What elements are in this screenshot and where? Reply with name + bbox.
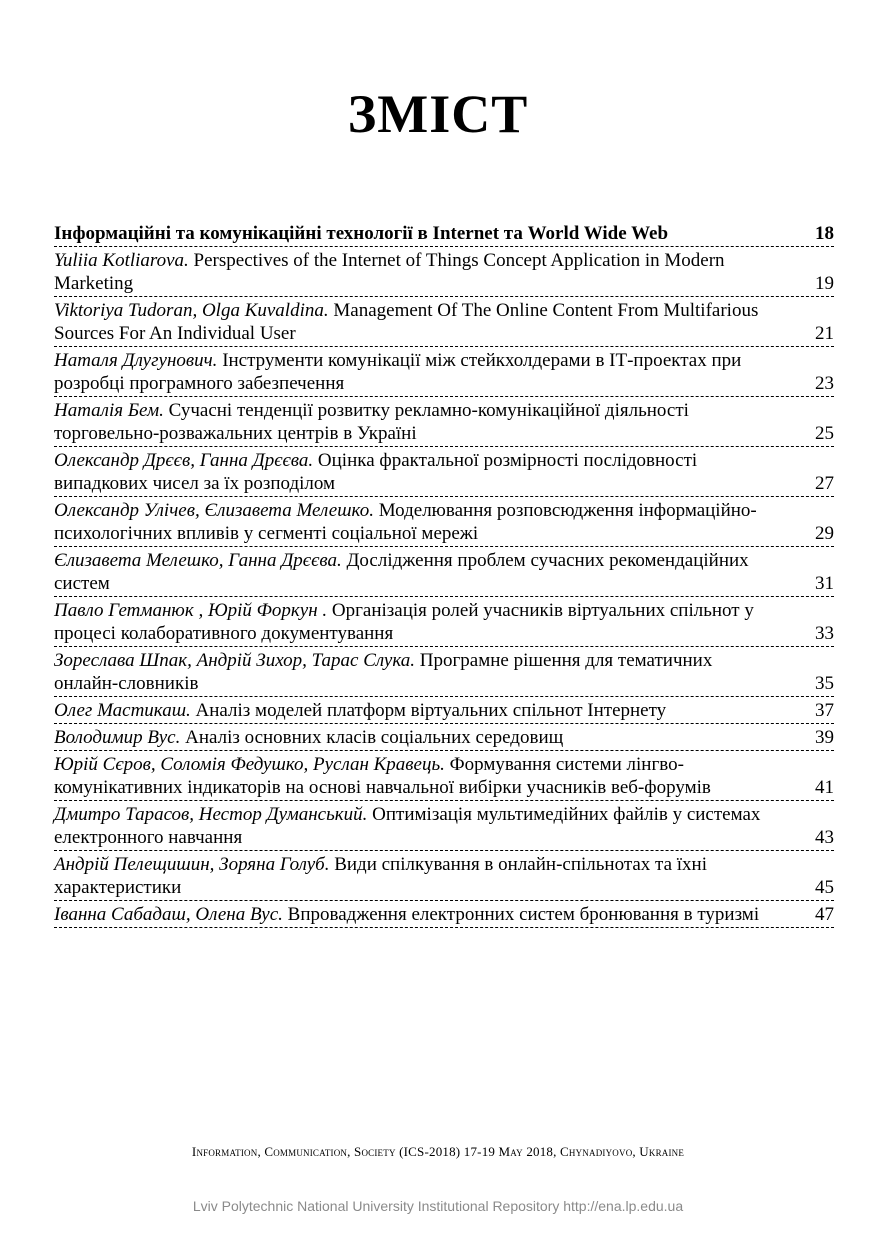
entry-authors: Олександр Дрєєв, Ганна Дрєєва. xyxy=(54,450,314,471)
entry-authors: Іванна Сабадаш, Олена Вус. xyxy=(54,904,283,925)
entry-text xyxy=(54,549,804,595)
page-number: 43 xyxy=(815,827,834,848)
entry-text xyxy=(54,599,804,645)
entry-authors: Павло Гетманюк , Юрій Форкун . xyxy=(54,600,328,621)
toc-entry xyxy=(54,801,834,851)
page-number: 45 xyxy=(815,877,834,898)
toc-entry xyxy=(54,901,834,928)
toc-entry xyxy=(54,697,834,724)
conference-footer: Information, Communication, Society (ICS-2018) 17-19 May 2018, Chynadiyovo, Ukraine xyxy=(191,1144,685,1159)
entry-text xyxy=(54,499,804,545)
toc-entry xyxy=(54,347,834,397)
entry-authors: Дмитро Тарасов, Нестор Думанський. xyxy=(54,804,368,825)
entry-title: Дослідження проблем сучасних рекомендаційних систем xyxy=(54,550,749,594)
page-title: ЗМІСТ xyxy=(347,84,529,144)
page-number: 31 xyxy=(815,573,834,594)
page-number: 41 xyxy=(815,777,834,798)
entry-title: Види спілкування в онлайн-спільнотах та їхні характеристики xyxy=(54,854,708,898)
section-title: Інформаційні та комунікаційні технології в Internet та World Wide Web xyxy=(54,223,669,244)
page-number: 18 xyxy=(815,223,834,244)
entry-text xyxy=(54,753,804,799)
entry-title: Моделювання розповсюдження інформаційно-психологічних впливів у сегменті соціальної мережі xyxy=(54,500,757,544)
entry-text xyxy=(54,349,804,395)
entry-authors: Yuliia Kotliarova. xyxy=(54,250,189,271)
toc-entry xyxy=(54,597,834,647)
entry-title: Аналіз моделей платформ віртуальних спільнот Інтернету xyxy=(195,700,667,721)
entry-title: Оптимізація мультимедійних файлів у системах електронного навчання xyxy=(54,804,761,848)
entry-authors: Зореслава Шпак, Андрій Зихор, Тарас Слука. xyxy=(54,650,416,671)
page-number: 35 xyxy=(815,673,834,694)
entry-authors: Володимир Вус. xyxy=(54,727,181,748)
toc-entry xyxy=(54,647,834,697)
entry-title: Аналіз основних класів соціальних середовищ xyxy=(185,727,564,748)
entry-authors: Олександр Улічев, Єлизавета Мелешко. xyxy=(54,500,374,521)
entry-text xyxy=(54,649,804,695)
page-number: 47 xyxy=(815,904,834,925)
entry-text xyxy=(54,449,804,495)
toc-entry xyxy=(54,397,834,447)
page-number: 37 xyxy=(815,700,834,721)
entry-text xyxy=(54,803,804,849)
page-number: 21 xyxy=(815,323,834,344)
toc-entry xyxy=(54,297,834,347)
entry-authors: Viktoriya Tudoran, Olga Kuvaldina. xyxy=(54,300,329,321)
toc-section-heading xyxy=(54,220,834,247)
entry-authors: Наталя Длугунович. xyxy=(54,350,218,371)
entry-authors: Андрій Пелещишин, Зоряна Голуб. xyxy=(54,854,330,875)
table-of-contents xyxy=(54,220,834,928)
entry-text xyxy=(54,299,804,345)
page-number: 25 xyxy=(815,423,834,444)
entry-text xyxy=(54,249,804,295)
toc-entry xyxy=(54,724,834,751)
entry-title: Інструменти комунікації між стейкхолдерами в ІТ-проектах при розробці програмного забезпечення xyxy=(54,350,742,394)
entry-text xyxy=(54,853,804,899)
entry-title: Оцінка фрактальної розмірності послідовності випадкових чисел за їх розподілом xyxy=(54,450,698,494)
toc-entry xyxy=(54,447,834,497)
entry-title: Програмне рішення для тематичних онлайн-словників xyxy=(54,650,713,694)
page-number: 27 xyxy=(815,473,834,494)
repository-watermark: Lviv Polytechnic National University Institutional Repository http://ena.lp.edu.ua xyxy=(192,1198,684,1214)
entry-title: Організація ролей учасників віртуальних спільнот у процесі колаборативного документування xyxy=(54,600,754,644)
entry-title: Сучасні тенденції розвитку рекламно-комунікаційної діяльності торговельно-розважальних центрів в Україні xyxy=(54,400,689,444)
toc-entry xyxy=(54,751,834,801)
entry-authors: Наталія Бем. xyxy=(54,400,164,421)
entry-authors: Юрій Сєров, Соломія Федушко, Руслан Кравець. xyxy=(54,754,445,775)
entry-title: Формування системи лінгво-комунікативних індикаторів на основі навчальної вибірки учасників веб-форумів xyxy=(54,754,711,798)
toc-entry xyxy=(54,851,834,901)
entry-title: Perspectives of the Internet of Things Concept Application in Modern Marketing xyxy=(54,250,725,294)
entry-text xyxy=(54,903,804,926)
entry-title: Management Of The Online Content From Multifarious Sources For An Individual User xyxy=(54,300,759,344)
toc-entry xyxy=(54,547,834,597)
toc-entry xyxy=(54,497,834,547)
page-number: 39 xyxy=(815,727,834,748)
page-number: 29 xyxy=(815,523,834,544)
entry-title: Впровадження електронних систем бронювання в туризмі xyxy=(287,904,760,925)
toc-entry xyxy=(54,247,834,297)
entry-text xyxy=(54,399,804,445)
page-number: 19 xyxy=(815,273,834,294)
entry-authors: Олег Мастикаш. xyxy=(54,700,191,721)
entry-text xyxy=(54,699,804,722)
entry-text xyxy=(54,726,804,749)
entry-authors: Єлизавета Мелешко, Ганна Дрєєва. xyxy=(54,550,342,571)
page-number: 33 xyxy=(815,623,834,644)
page-number: 23 xyxy=(815,373,834,394)
